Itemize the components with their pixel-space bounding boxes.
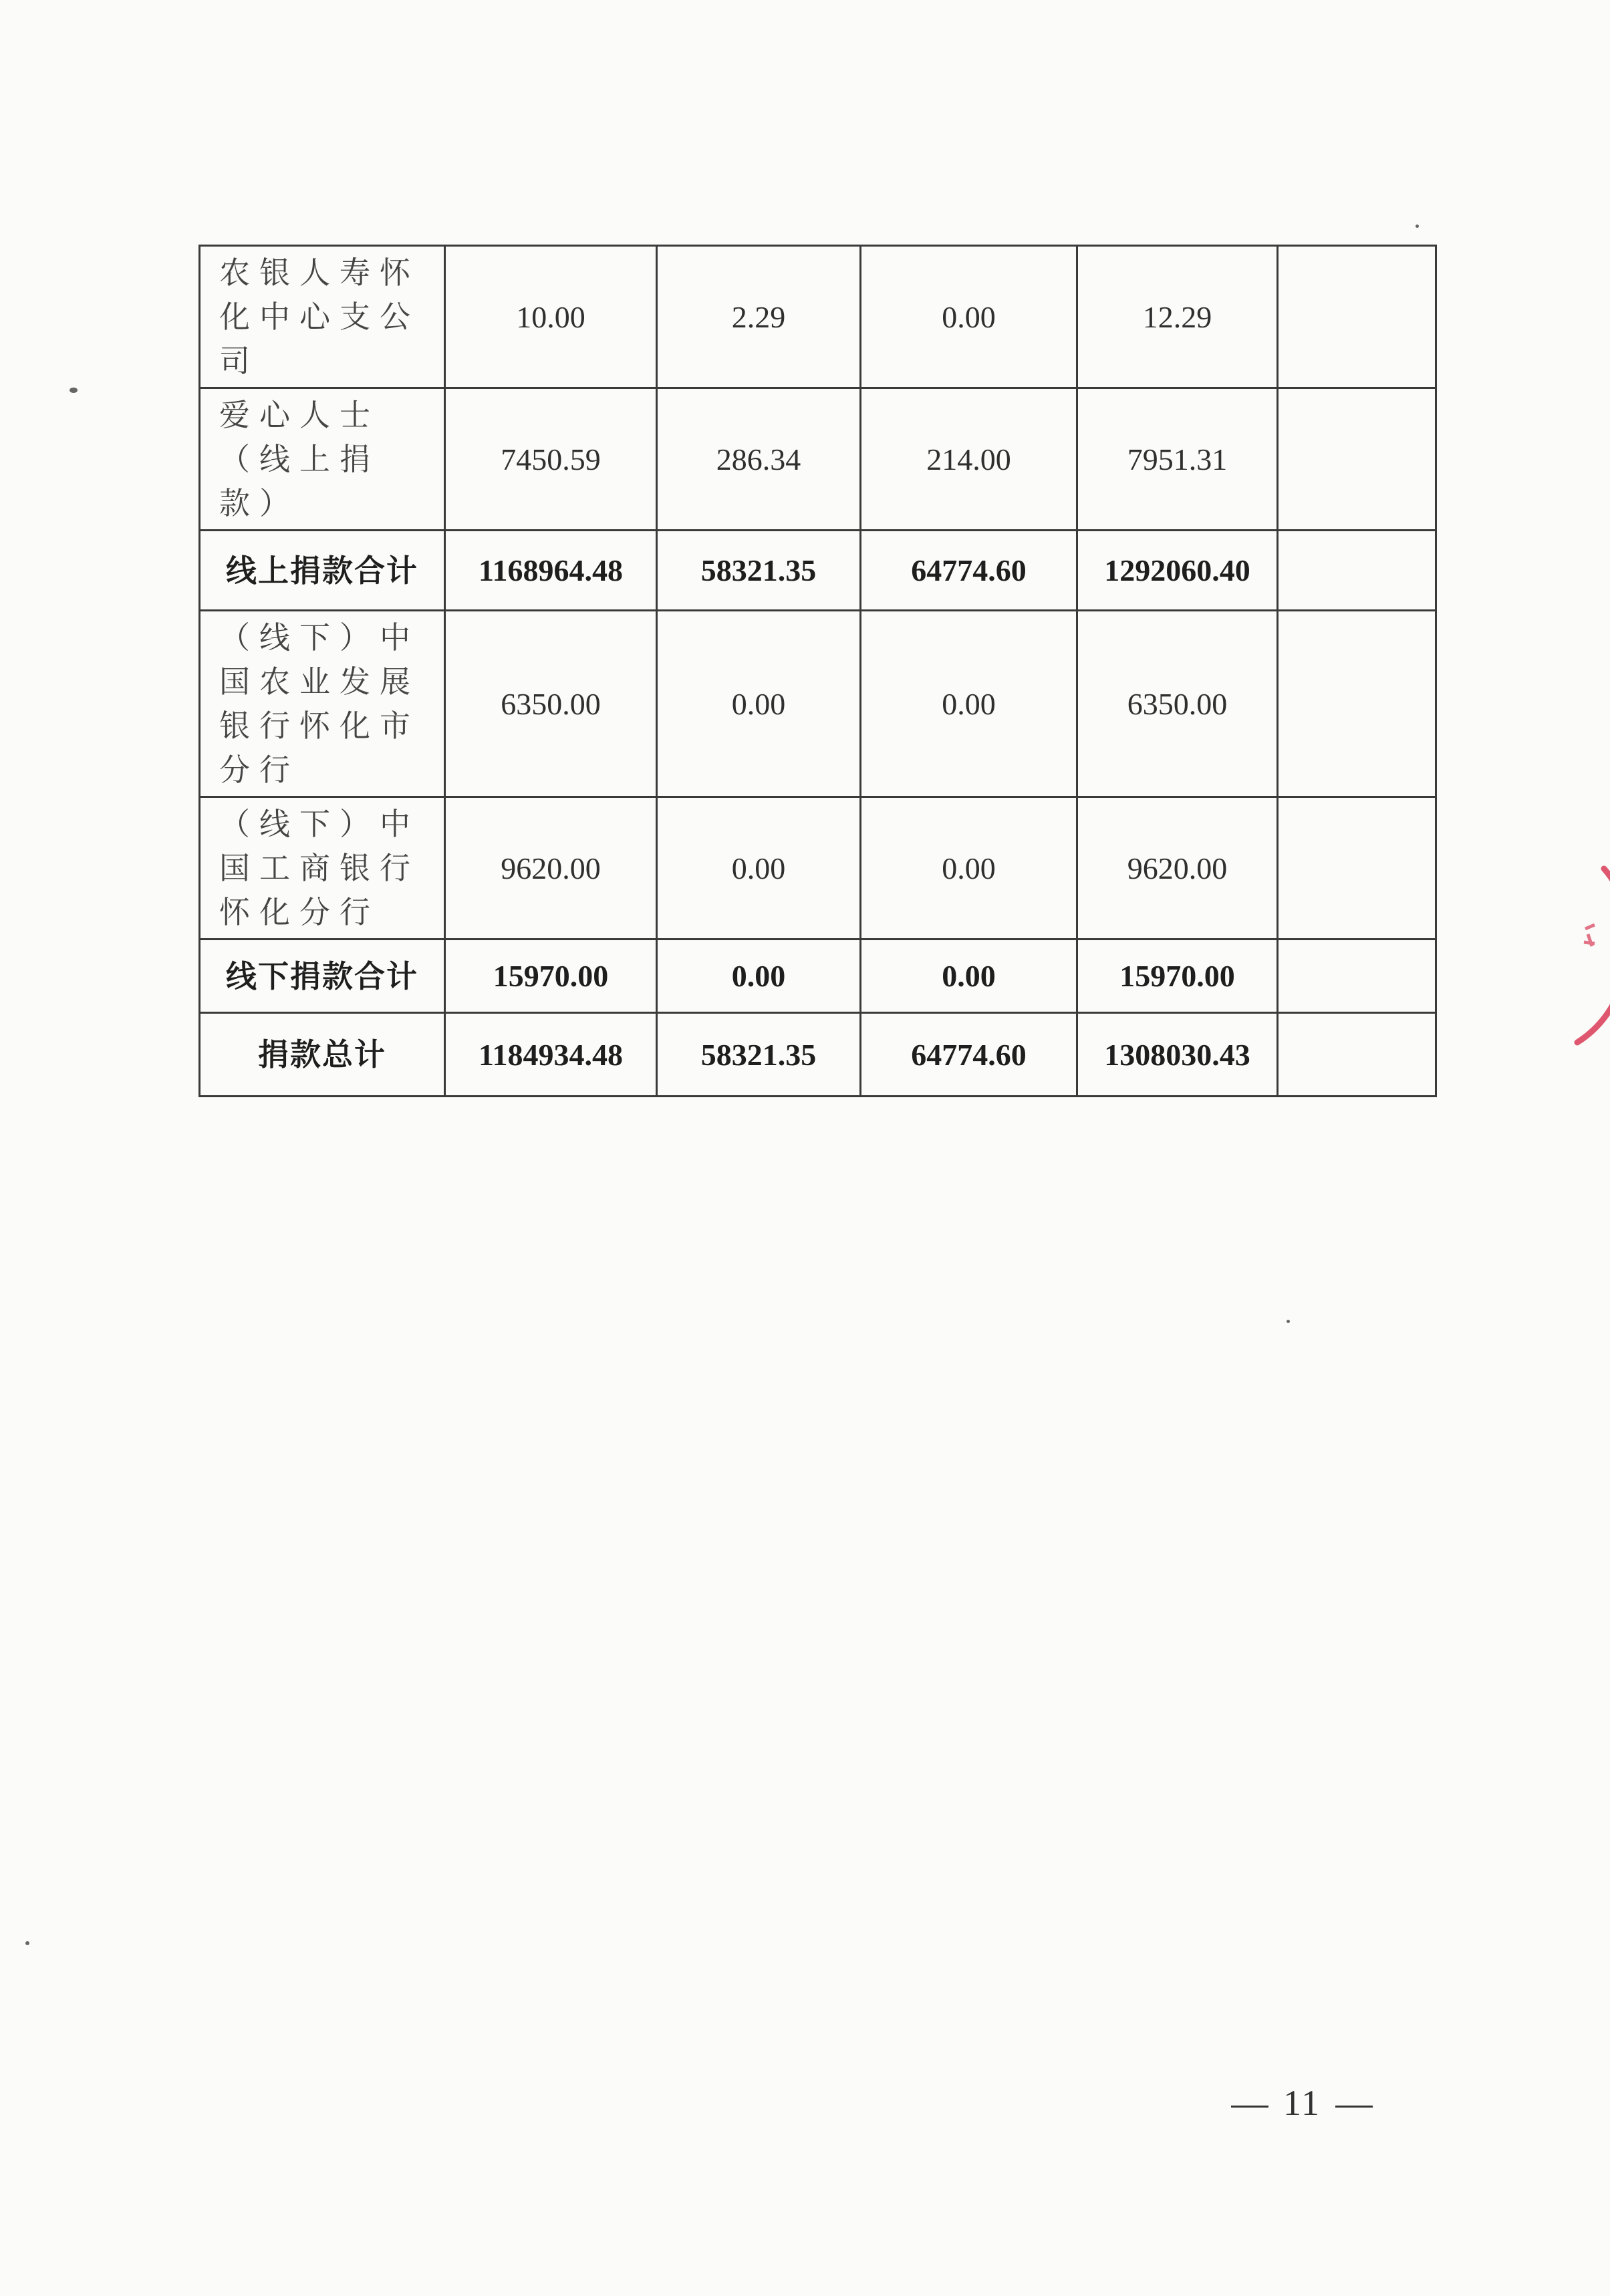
cell-value: 58321.35 <box>657 531 861 611</box>
cell-value: 1168964.48 <box>445 531 657 611</box>
subtotal-row <box>200 531 1436 611</box>
cell-value: 0.00 <box>861 940 1077 1013</box>
cell-value: 15970.00 <box>1077 940 1278 1013</box>
donor-name: （线下）中国工商银行怀化分行 <box>200 797 445 940</box>
cell-value: 286.34 <box>657 388 861 531</box>
dash-left <box>1231 2106 1268 2108</box>
cell-value: 0.00 <box>861 246 1077 388</box>
cell-value: 0.00 <box>861 797 1077 940</box>
scan-speck <box>1287 1320 1290 1323</box>
scan-speck <box>1416 225 1419 228</box>
cell-remark <box>1278 1013 1436 1097</box>
cell-value: 64774.60 <box>861 531 1077 611</box>
table-row <box>200 611 1436 797</box>
donor-name: （线下）中国农业发展银行怀化市分行 <box>200 611 445 797</box>
donor-name: 农银人寿怀化中心支公司 <box>200 246 445 388</box>
cell-value: 64774.60 <box>861 1013 1077 1097</box>
cell-value: 1308030.43 <box>1077 1013 1278 1097</box>
donor-name: 爱心人士（线上捐款） <box>200 388 445 531</box>
table-row <box>200 797 1436 940</box>
cell-value: 0.00 <box>657 611 861 797</box>
cell-remark <box>1278 797 1436 940</box>
seal-stamp-fragment <box>1564 862 1610 1049</box>
cell-remark <box>1278 388 1436 531</box>
grand-total-row <box>200 1013 1436 1097</box>
cell-value: 0.00 <box>657 940 861 1013</box>
scan-speck <box>70 388 78 393</box>
table-row <box>200 246 1436 388</box>
cell-value: 10.00 <box>445 246 657 388</box>
cell-value: 2.29 <box>657 246 861 388</box>
subtotal-label: 线上捐款合计 <box>200 531 445 611</box>
cell-value: 6350.00 <box>445 611 657 797</box>
cell-value: 214.00 <box>861 388 1077 531</box>
page-number <box>1216 2082 1387 2124</box>
cell-remark <box>1278 246 1436 388</box>
cell-value: 1292060.40 <box>1077 531 1278 611</box>
cell-value: 6350.00 <box>1077 611 1278 797</box>
cell-value: 0.00 <box>861 611 1077 797</box>
cell-value: 0.00 <box>657 797 861 940</box>
page-number-text: 11 <box>1283 2083 1321 2123</box>
subtotal-row <box>200 940 1436 1013</box>
table-row <box>200 388 1436 531</box>
cell-value: 9620.00 <box>1077 797 1278 940</box>
cell-value: 15970.00 <box>445 940 657 1013</box>
cell-value: 1184934.48 <box>445 1013 657 1097</box>
cell-value: 12.29 <box>1077 246 1278 388</box>
subtotal-label: 线下捐款合计 <box>200 940 445 1013</box>
donation-table <box>198 245 1437 1097</box>
scan-speck <box>25 1941 29 1945</box>
cell-value: 7951.31 <box>1077 388 1278 531</box>
cell-value: 58321.35 <box>657 1013 861 1097</box>
cell-value: 7450.59 <box>445 388 657 531</box>
cell-remark <box>1278 531 1436 611</box>
cell-remark <box>1278 940 1436 1013</box>
grand-total-label: 捐款总计 <box>200 1013 445 1097</box>
cell-value: 9620.00 <box>445 797 657 940</box>
cell-remark <box>1278 611 1436 797</box>
dash-right <box>1335 2106 1373 2108</box>
